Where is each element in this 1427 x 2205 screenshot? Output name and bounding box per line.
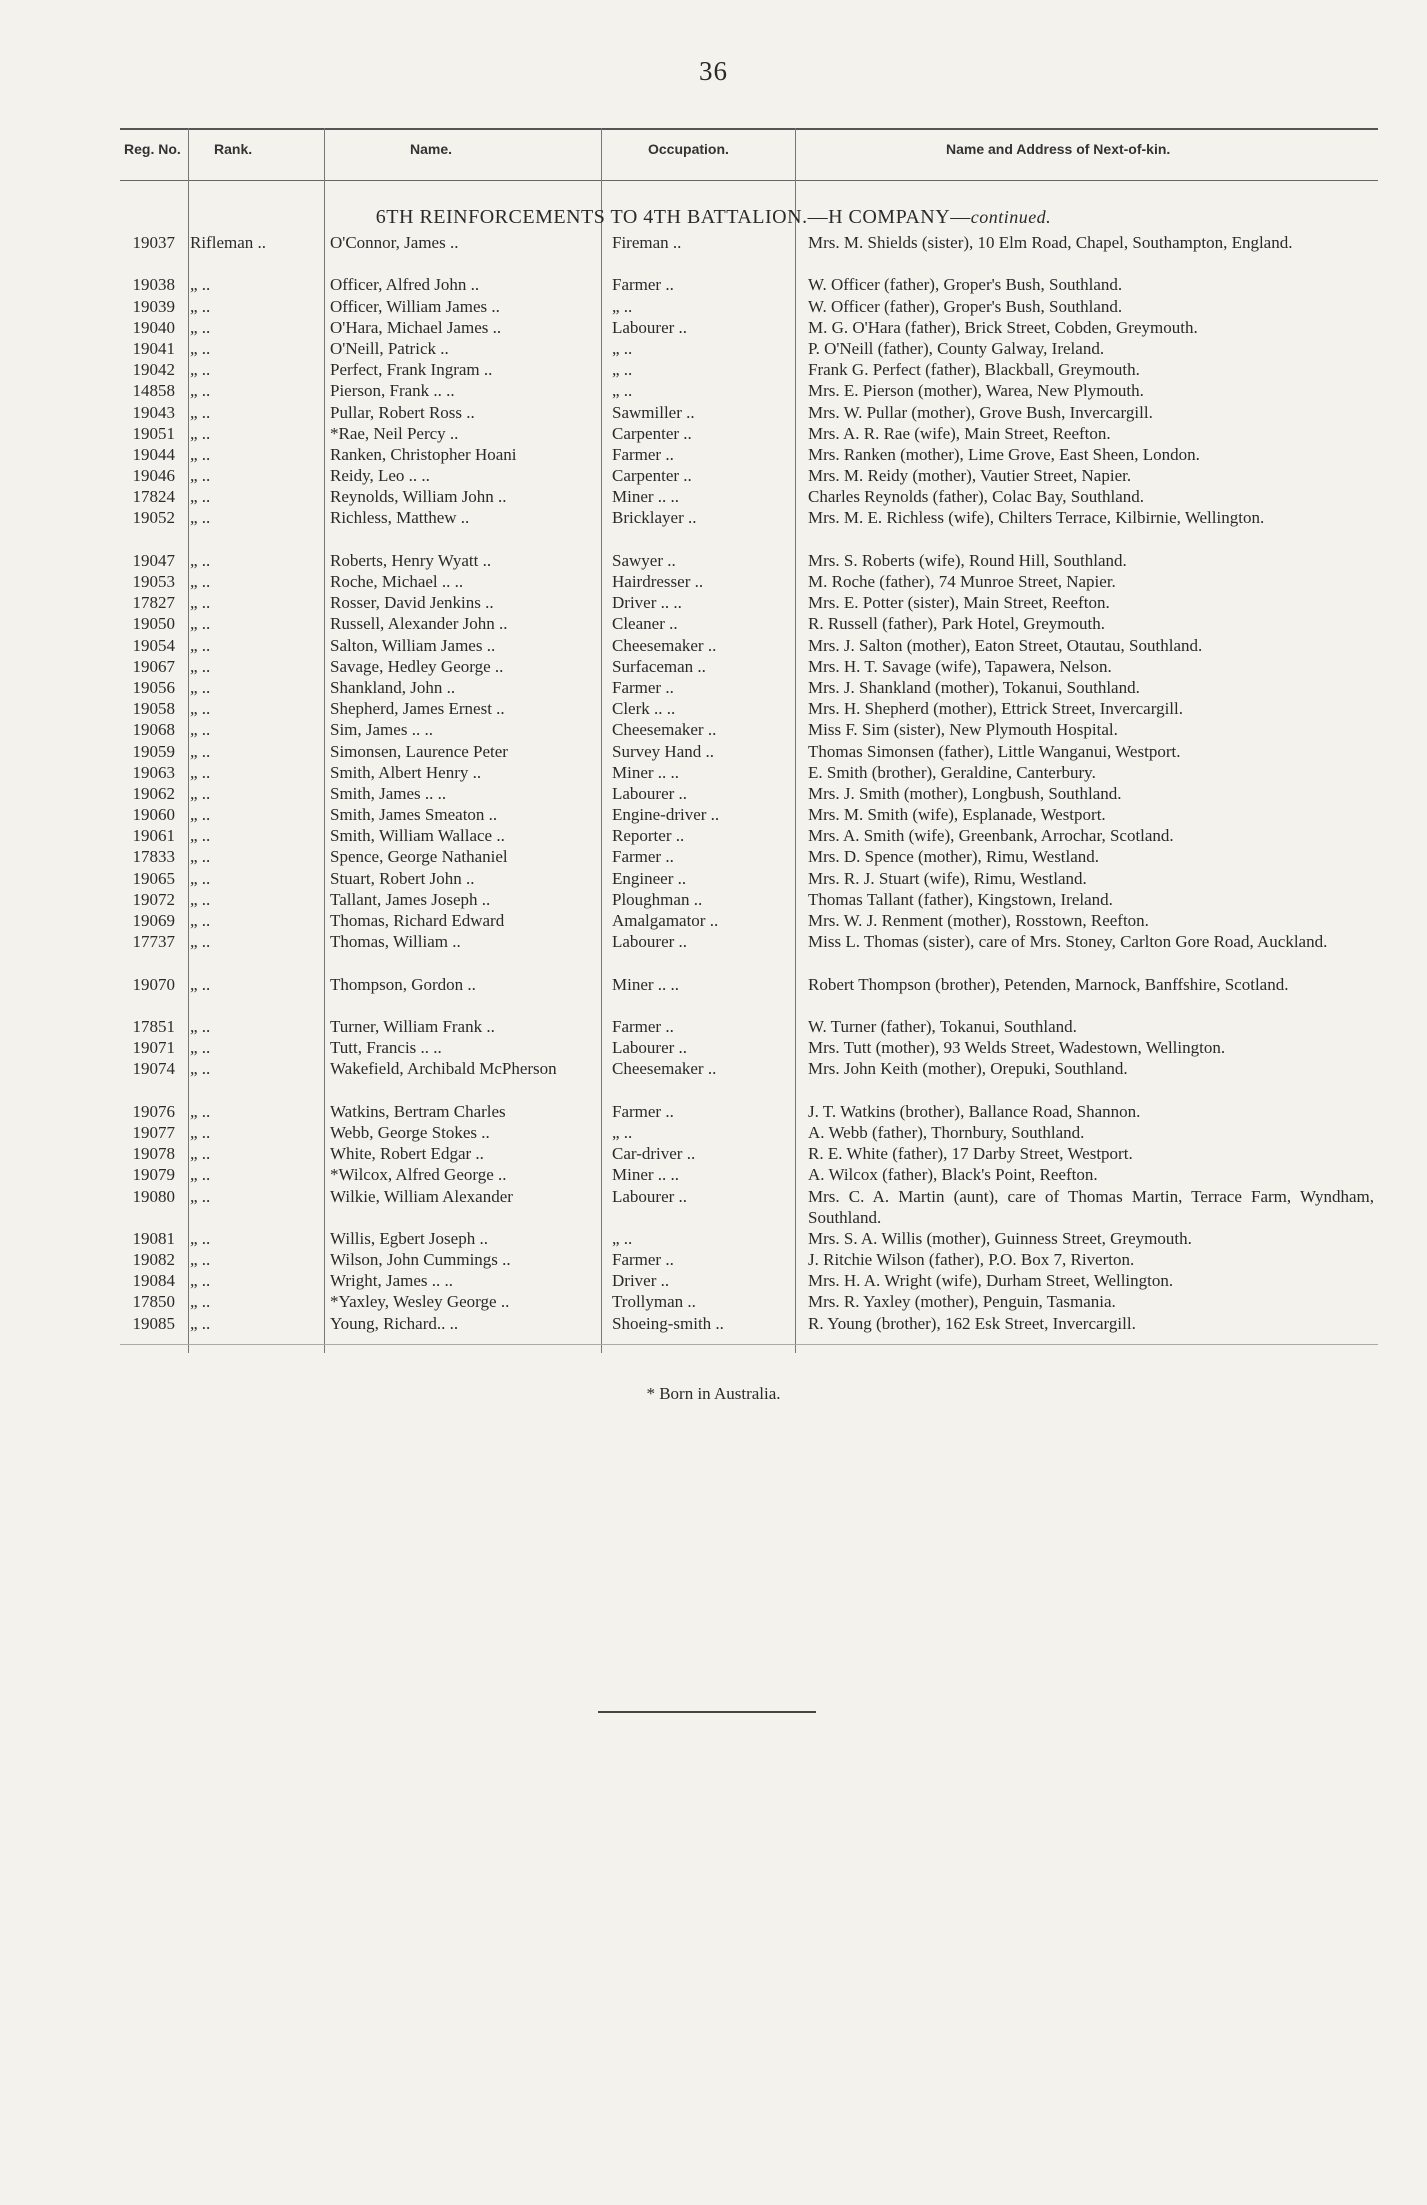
name-cell: Webb, George Stokes .. [330,1122,490,1142]
rank-cell: „ .. [190,805,211,825]
next-of-kin-cell: Mrs. A. Smith (wife), Greenbank, Arrochar, Scotland. [808,826,1174,846]
name-cell: Officer, Alfred John .. [330,275,480,295]
name-cell: Thomas, William .. [330,932,461,952]
next-of-kin-cell: Mrs. E. Pierson (mother), Warea, New Plymouth. [808,381,1144,401]
occupation-cell: „ .. [612,296,633,316]
next-of-kin-cell: J. Ritchie Wilson (father), P.O. Box 7, Riverton. [808,1250,1135,1270]
occupation-cell: Farmer .. [612,1250,674,1270]
occupation-cell: Cheesemaker .. [612,720,717,740]
reg-no-cell: 19059 [132,741,175,761]
rank-cell: „ .. [190,1250,211,1270]
next-of-kin-cell: Mrs. J. Shankland (mother), Tokanui, Southland. [808,677,1140,697]
next-of-kin-cell: Charles Reynolds (father), Colac Bay, Southland. [808,487,1144,507]
rank-cell: „ .. [190,1271,211,1291]
reg-no-cell: 19061 [132,826,175,846]
next-of-kin-cell: Mrs. M. E. Richless (wife), Chilters Terrace, Kilbirnie, Wellington. [808,508,1265,528]
table-row [0,825,1427,846]
table-row [0,232,1427,274]
name-cell: Roberts, Henry Wyatt .. [330,550,492,570]
reg-no-cell: 19041 [132,338,175,358]
occupation-cell: Labourer .. [612,932,688,952]
next-of-kin-cell: Frank G. Perfect (father), Blackball, Greymouth. [808,360,1140,380]
occupation-cell: Miner .. .. [612,1165,680,1185]
section-title [0,206,1427,229]
name-cell: Turner, William Frank .. [330,1017,495,1036]
next-of-kin-cell: Mrs. W. J. Renment (mother), Rosstown, Reefton. [808,911,1149,931]
rank-cell: „ .. [190,360,211,380]
name-cell: Young, Richard.. .. [330,1313,459,1333]
occupation-cell: Reporter .. [612,826,685,846]
rank-cell: „ .. [190,720,211,740]
name-cell: Thompson, Gordon .. [330,974,476,994]
name-cell: *Yaxley, Wesley George .. [330,1292,510,1312]
reg-no-cell: 19070 [132,974,175,994]
occupation-cell: „ .. [612,381,633,401]
name-cell: *Rae, Neil Percy .. [330,423,459,443]
next-of-kin-cell: W. Officer (father), Groper's Bush, Southland. [808,296,1123,316]
rank-cell: „ .. [190,741,211,761]
occupation-cell: Cheesemaker .. [612,635,717,655]
table-row [0,762,1427,783]
name-cell: Pullar, Robert Ross .. [330,402,475,422]
rank-cell: „ .. [190,444,211,464]
occupation-cell: „ .. [612,360,633,380]
rank-cell: „ .. [190,656,211,676]
occupation-cell: Bricklayer .. [612,508,697,528]
reg-no-cell: 17827 [132,593,175,613]
rank-cell: „ .. [190,783,211,803]
next-of-kin-cell: Mrs. E. Potter (sister), Main Street, Reefton. [808,593,1110,613]
rank-cell: „ .. [190,1017,211,1036]
next-of-kin-cell: Mrs. A. R. Rae (wife), Main Street, Reefton. [808,423,1111,443]
name-cell: Sim, James .. .. [330,720,433,740]
table-row [0,274,1427,295]
table-row [0,1058,1427,1100]
table-row [0,1016,1427,1037]
next-of-kin-cell: Mrs. D. Spence (mother), Rimu, Westland. [808,847,1100,867]
occupation-cell: Sawyer .. [612,550,676,570]
reg-no-cell: 19050 [132,614,175,634]
name-cell: Perfect, Frank Ingram .. [330,360,493,380]
name-cell: Watkins, Bertram Charles [330,1101,506,1121]
rank-cell: „ .. [190,635,211,655]
reg-no-cell: 19082 [132,1250,175,1270]
header-name: Name. [410,141,453,157]
rank-cell: „ .. [190,296,211,316]
header-rank: Rank. [214,141,253,157]
table-row [0,423,1427,444]
name-cell: Simonsen, Laurence Peter [330,741,508,761]
table-row [0,380,1427,401]
occupation-cell: Driver .. [612,1271,670,1291]
rank-cell: „ .. [190,466,211,486]
occupation-cell: Miner .. .. [612,762,680,782]
table-row [0,317,1427,338]
table-row [0,507,1427,549]
name-cell: Roche, Michael .. .. [330,572,464,592]
table-row [0,592,1427,613]
occupation-cell: Farmer .. [612,444,674,464]
occupation-cell: Surfaceman .. [612,656,706,676]
section-title-text: 6TH REINFORCEMENTS TO 4TH BATTALION.—H COMPANY— [375,206,971,228]
occupation-cell: Engine-driver .. [612,805,720,825]
next-of-kin-cell: Robert Thompson (brother), Petenden, Marnock, Banffshire, Scotland. [808,974,1289,994]
reg-no-cell: 19067 [132,656,175,676]
rank-cell: „ .. [190,1122,211,1142]
rank-cell: „ .. [190,1228,211,1248]
next-of-kin-cell: Mrs. R. J. Stuart (wife), Rimu, Westland. [808,868,1087,888]
reg-no-cell: 19076 [132,1101,175,1121]
name-cell: Wright, James .. .. [330,1271,454,1291]
occupation-cell: Amalgamator .. [612,911,719,931]
occupation-cell: Cleaner .. [612,614,678,634]
occupation-cell: Driver .. .. [612,593,682,613]
next-of-kin-cell: Mrs. J. Salton (mother), Eaton Street, Otautau, Southland. [808,635,1203,655]
rank-cell: „ .. [190,1292,211,1312]
occupation-cell: Farmer .. [612,847,674,867]
reg-no-cell: 19052 [132,508,175,528]
table-row [0,783,1427,804]
occupation-cell: Sawmiller .. [612,402,695,422]
reg-no-cell: 19072 [132,889,175,909]
reg-no-cell: 19062 [132,783,175,803]
reg-no-cell: 19080 [132,1186,175,1206]
section-title-continued: continued. [970,207,1052,227]
rank-cell: „ .. [190,911,211,931]
reg-no-cell: 19043 [132,402,175,422]
table-row [0,719,1427,740]
reg-no-cell: 19038 [132,275,175,295]
occupation-cell: Farmer .. [612,1017,674,1036]
name-cell: White, Robert Edgar .. [330,1144,484,1164]
table-row [0,486,1427,507]
next-of-kin-cell: Mrs. J. Smith (mother), Longbush, Southland. [808,783,1122,803]
occupation-cell: Labourer .. [612,783,688,803]
table-row [0,1291,1427,1312]
header-rule-bottom [120,180,1378,181]
reg-no-cell: 19039 [132,296,175,316]
table-row [0,1313,1427,1334]
rank-cell: „ .. [190,550,211,570]
rank-cell: „ .. [190,508,211,528]
name-cell: O'Hara, Michael James .. [330,317,502,337]
occupation-cell: Car-driver .. [612,1144,696,1164]
table-row [0,868,1427,889]
next-of-kin-cell: J. T. Watkins (brother), Ballance Road, Shannon. [808,1101,1141,1121]
table-row [0,550,1427,571]
roll-table [0,232,1427,1334]
table-row [0,931,1427,973]
next-of-kin-cell: M. Roche (father), 74 Munroe Street, Napier. [808,572,1116,592]
name-cell: Savage, Hedley George .. [330,656,504,676]
rank-cell: „ .. [190,1038,211,1058]
rank-cell: Rifleman .. [190,233,267,252]
footnote: * Born in Australia. [646,1384,781,1403]
occupation-cell: Carpenter .. [612,466,692,486]
table-row [0,698,1427,719]
rank-cell: „ .. [190,699,211,719]
next-of-kin-cell: R. Young (brother), 162 Esk Street, Invercargill. [808,1313,1136,1333]
next-of-kin-cell: Mrs. H. T. Savage (wife), Tapawera, Nelson. [808,656,1112,676]
next-of-kin-cell: Thomas Simonsen (father), Little Wanganui, Westport. [808,741,1181,761]
header-rule-top [120,128,1378,130]
reg-no-cell: 17851 [132,1017,175,1036]
occupation-cell: Farmer .. [612,275,674,295]
table-row [0,910,1427,931]
rank-cell: „ .. [190,1186,211,1206]
next-of-kin-cell: Mrs. H. Shepherd (mother), Ettrick Street, Invercargill. [808,699,1183,719]
next-of-kin-cell: Mrs. M. Shields (sister), 10 Elm Road, Chapel, Southampton, England. [808,233,1293,252]
rank-cell: „ .. [190,974,211,994]
reg-no-cell: 19056 [132,677,175,697]
table-row [0,1037,1427,1058]
rank-cell: „ .. [190,677,211,697]
reg-no-cell: 19077 [132,1122,175,1142]
reg-no-cell: 19060 [132,805,175,825]
reg-no-cell: 19042 [132,360,175,380]
rank-cell: „ .. [190,423,211,443]
name-cell: Stuart, Robert John .. [330,868,475,888]
rank-cell: „ .. [190,487,211,507]
occupation-cell: Cheesemaker .. [612,1059,717,1079]
occupation-cell: Survey Hand .. [612,741,714,761]
occupation-cell: Shoeing-smith .. [612,1313,724,1333]
next-of-kin-cell: Mrs. C. A. Martin (aunt), care of Thomas Martin, Terrace Farm, Wyndham, Southland. [808,1186,1374,1227]
name-cell: Salton, William James .. [330,635,496,655]
table-row [0,1122,1427,1143]
reg-no-cell: 17737 [132,932,175,952]
rank-cell: „ .. [190,317,211,337]
table-row [0,677,1427,698]
occupation-cell: „ .. [612,1122,633,1142]
end-rule [598,1711,816,1713]
table-row [0,804,1427,825]
reg-no-cell: 17850 [132,1292,175,1312]
rank-cell: „ .. [190,1101,211,1121]
name-cell: Smith, Albert Henry .. [330,762,482,782]
next-of-kin-cell: Mrs. W. Pullar (mother), Grove Bush, Invercargill. [808,402,1153,422]
reg-no-cell: 19053 [132,572,175,592]
rank-cell: „ .. [190,572,211,592]
next-of-kin-cell: E. Smith (brother), Geraldine, Canterbury. [808,762,1096,782]
rank-cell: „ .. [190,338,211,358]
page-number: 36 [699,56,728,86]
table-row [0,1164,1427,1185]
table-row [0,402,1427,423]
next-of-kin-cell: P. O'Neill (father), County Galway, Ireland. [808,338,1105,358]
rank-cell: „ .. [190,593,211,613]
occupation-cell: Trollyman .. [612,1292,696,1312]
table-row [0,741,1427,762]
next-of-kin-cell: Mrs. H. A. Wright (wife), Durham Street, Wellington. [808,1271,1174,1291]
header-next-of-kin: Name and Address of Next-of-kin. [946,141,1171,157]
reg-no-cell: 19081 [132,1228,175,1248]
name-cell: *Wilcox, Alfred George .. [330,1165,507,1185]
next-of-kin-cell: Mrs. Ranken (mother), Lime Grove, East Sheen, London. [808,444,1200,464]
next-of-kin-cell: Mrs. M. Smith (wife), Esplanade, Westport. [808,805,1106,825]
table-bottom-rule [120,1344,1378,1345]
occupation-cell: Labourer .. [612,1038,688,1058]
table-row [0,635,1427,656]
table-row [0,656,1427,677]
rank-cell: „ .. [190,275,211,295]
occupation-cell: Fireman .. [612,233,682,252]
name-cell: Wilkie, William Alexander [330,1186,513,1206]
table-row [0,974,1427,1016]
table-row [0,465,1427,486]
next-of-kin-cell: Mrs. John Keith (mother), Orepuki, Southland. [808,1059,1128,1079]
name-cell: Russell, Alexander John .. [330,614,508,634]
name-cell: Rosser, David Jenkins .. [330,593,494,613]
name-cell: Smith, James .. .. [330,783,447,803]
occupation-cell: Carpenter .. [612,423,692,443]
next-of-kin-cell: R. Russell (father), Park Hotel, Greymouth. [808,614,1105,634]
name-cell: Reidy, Leo .. .. [330,466,430,486]
rank-cell: „ .. [190,826,211,846]
next-of-kin-cell: Mrs. Tutt (mother), 93 Welds Street, Wadestown, Wellington. [808,1038,1226,1058]
name-cell: Spence, George Nathaniel [330,847,508,867]
reg-no-cell: 19069 [132,911,175,931]
rank-cell: „ .. [190,1313,211,1333]
next-of-kin-cell: A. Webb (father), Thornbury, Southland. [808,1122,1085,1142]
table-row [0,1101,1427,1122]
name-cell: Reynolds, William John .. [330,487,507,507]
rank-cell: „ .. [190,868,211,888]
name-cell: O'Neill, Patrick .. [330,338,449,358]
name-cell: Richless, Matthew .. [330,508,470,528]
next-of-kin-cell: Mrs. R. Yaxley (mother), Penguin, Tasmania. [808,1292,1116,1312]
table-row [0,444,1427,465]
rank-cell: „ .. [190,614,211,634]
table-row [0,846,1427,867]
name-cell: Pierson, Frank .. .. [330,381,455,401]
rank-cell: „ .. [190,932,211,952]
reg-no-cell: 17833 [132,847,175,867]
table-row [0,889,1427,910]
name-cell: Smith, James Smeaton .. [330,805,498,825]
name-cell: Ranken, Christopher Hoani [330,444,517,464]
reg-no-cell: 19063 [132,762,175,782]
table-row [0,338,1427,359]
reg-no-cell: 19079 [132,1165,175,1185]
table-row [0,359,1427,380]
name-cell: Wilson, John Cummings .. [330,1250,511,1270]
rank-cell: „ .. [190,381,211,401]
occupation-cell: Ploughman .. [612,889,703,909]
occupation-cell: Hairdresser .. [612,572,704,592]
header-occupation: Occupation. [648,141,729,157]
name-cell: Shankland, John .. [330,677,456,697]
table-row [0,1186,1427,1228]
name-cell: Officer, William James .. [330,296,500,316]
reg-no-cell: 19065 [132,868,175,888]
occupation-cell: Farmer .. [612,677,674,697]
rank-cell: „ .. [190,402,211,422]
name-cell: Wakefield, Archibald McPherson [330,1059,557,1079]
next-of-kin-cell: M. G. O'Hara (father), Brick Street, Cobden, Greymouth. [808,317,1198,337]
name-cell: Thomas, Richard Edward [330,911,505,931]
occupation-cell: Labourer .. [612,317,688,337]
table-row [0,1228,1427,1249]
rank-cell: „ .. [190,1165,211,1185]
name-cell: Tallant, James Joseph .. [330,889,491,909]
reg-no-cell: 19058 [132,699,175,719]
table-row [0,571,1427,592]
table-row [0,296,1427,317]
name-cell: Shepherd, James Ernest .. [330,699,505,719]
rank-cell: „ .. [190,1144,211,1164]
occupation-cell: „ .. [612,1228,633,1248]
name-cell: Willis, Egbert Joseph .. [330,1228,488,1248]
next-of-kin-cell: A. Wilcox (father), Black's Point, Reefton. [808,1165,1098,1185]
name-cell: Smith, William Wallace .. [330,826,505,846]
reg-no-cell: 19084 [132,1271,175,1291]
next-of-kin-cell: Thomas Tallant (father), Kingstown, Ireland. [808,889,1113,909]
next-of-kin-cell: W. Turner (father), Tokanui, Southland. [808,1017,1077,1036]
reg-no-cell: 19051 [132,423,175,443]
table-row [0,613,1427,634]
next-of-kin-cell: Mrs. S. Roberts (wife), Round Hill, Southland. [808,550,1127,570]
reg-no-cell: 19044 [132,444,175,464]
next-of-kin-cell: Miss L. Thomas (sister), care of Mrs. Stoney, Carlton Gore Road, Auckland. [808,932,1328,952]
name-cell: Tutt, Francis .. .. [330,1038,442,1058]
reg-no-cell: 14858 [132,381,175,401]
header-reg-no: Reg. No. [124,141,181,157]
reg-no-cell: 19040 [132,317,175,337]
occupation-cell: „ .. [612,338,633,358]
reg-no-cell: 19037 [132,233,175,252]
reg-no-cell: 17824 [132,487,175,507]
occupation-cell: Miner .. .. [612,974,680,994]
reg-no-cell: 19068 [132,720,175,740]
reg-no-cell: 19054 [132,635,175,655]
occupation-cell: Farmer .. [612,1101,674,1121]
reg-no-cell: 19074 [132,1059,175,1079]
rank-cell: „ .. [190,889,211,909]
reg-no-cell: 19085 [132,1313,175,1333]
occupation-cell: Clerk .. .. [612,699,676,719]
occupation-cell: Labourer .. [612,1186,688,1206]
reg-no-cell: 19078 [132,1144,175,1164]
next-of-kin-cell: W. Officer (father), Groper's Bush, Southland. [808,275,1123,295]
rank-cell: „ .. [190,762,211,782]
reg-no-cell: 19046 [132,466,175,486]
table-row [0,1270,1427,1291]
occupation-cell: Engineer .. [612,868,687,888]
rank-cell: „ .. [190,847,211,867]
next-of-kin-cell: Mrs. M. Reidy (mother), Vautier Street, Napier. [808,466,1132,486]
reg-no-cell: 19071 [132,1038,175,1058]
next-of-kin-cell: Miss F. Sim (sister), New Plymouth Hospital. [808,720,1118,740]
name-cell: O'Connor, James .. [330,233,459,252]
next-of-kin-cell: Mrs. S. A. Willis (mother), Guinness Street, Greymouth. [808,1228,1192,1248]
table-row [0,1143,1427,1164]
rank-cell: „ .. [190,1059,211,1079]
table-row [0,1249,1427,1270]
occupation-cell: Miner .. .. [612,487,680,507]
reg-no-cell: 19047 [132,550,175,570]
next-of-kin-cell: R. E. White (father), 17 Darby Street, Westport. [808,1144,1133,1164]
